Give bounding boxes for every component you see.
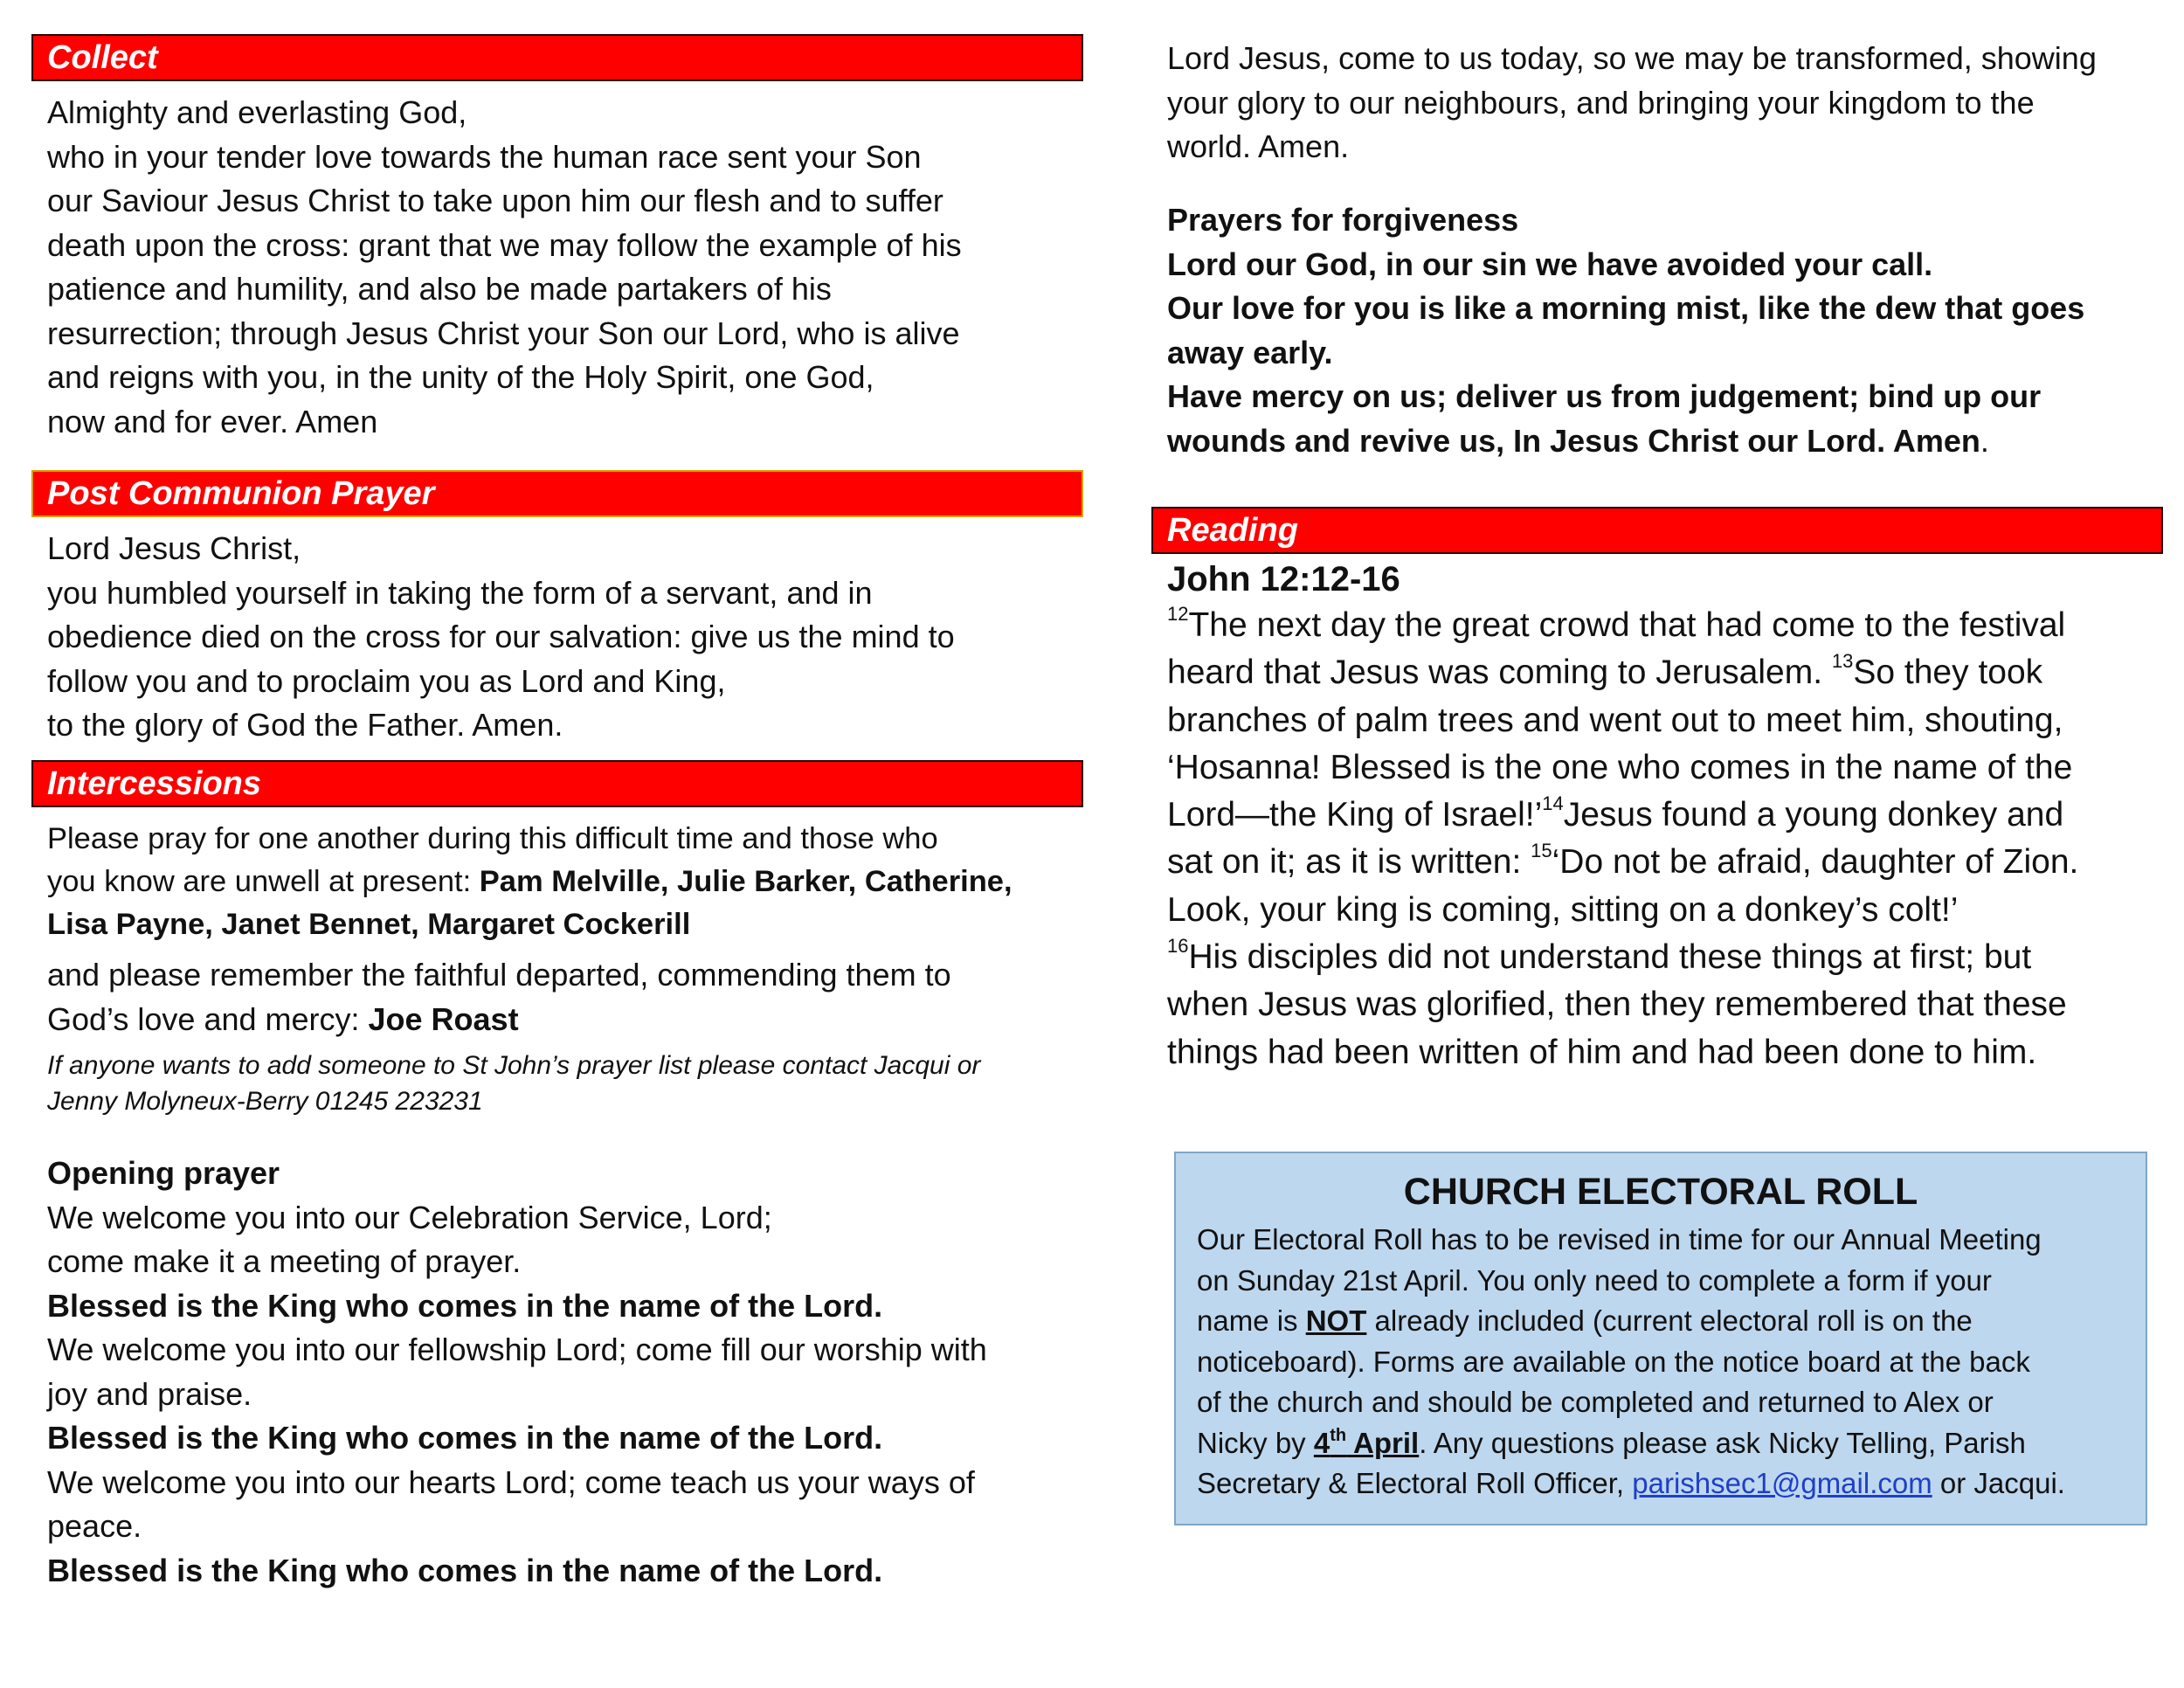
electoral-roll-box <box>1174 1152 2147 1525</box>
opening-response: Blessed is the King who comes in the name of the Lord. <box>47 1552 883 1588</box>
roll-line: on Sunday 21st April. You only need to complete a form if your <box>1197 1263 1992 1297</box>
forgiveness-period: . <box>1980 422 1989 459</box>
reading-line: things had been written of him and had been done to him. <box>1167 1033 2037 1071</box>
intercessions-heading: Intercessions <box>31 760 1083 807</box>
forgiveness-last: wounds and revive us, In Jesus Christ our Lord. Amen <box>1167 422 1980 459</box>
reading-line: Look, your king is coming, sitting on a donkey’s colt!’ <box>1167 890 1959 929</box>
reading-line: Lord—the King of Israel!’$^{14}$Jesus found a young donkey and <box>1167 792 2064 834</box>
opening-line: joy and praise. <box>47 1375 252 1412</box>
post-communion-text <box>47 527 1087 748</box>
roll-line: Secretary & Electoral Roll Officer, parishsec1@gmail.com or Jacqui. <box>1197 1467 2065 1499</box>
collect-line: and reigns with you, in the unity of the Holy Spirit, one God, <box>47 359 874 395</box>
post-communion-line: follow you and to proclaim you as Lord and King, <box>47 662 726 699</box>
reading-line: $^{16}$His disciples did not understand these things at first; but <box>1167 935 2032 977</box>
roll-line: noticeboard). Forms are available on the notice board at the back <box>1197 1345 2030 1378</box>
forgiveness-line: Lord our God, in our sin we have avoided your call. <box>1167 246 1933 282</box>
collect-line: Almighty and everlasting God, <box>47 94 467 130</box>
parish-secretary-email-link[interactable]: parishsec1@gmail.com <box>1632 1467 1932 1499</box>
roll-line: of the church and should be completed and returned to Alex or <box>1197 1386 1994 1418</box>
collect-text <box>47 91 1087 444</box>
collect-line: resurrection; through Jesus Christ your Son our Lord, who is alive <box>47 315 960 351</box>
collect-line: patience and humility, and also be made partakers of his <box>47 271 832 307</box>
reading-line: ‘Hosanna! Blessed is the one who comes in the name of the <box>1167 748 2073 786</box>
intercessions-prefix: you know are unwell at present: <box>47 865 480 898</box>
forgiveness-heading: Prayers for forgiveness <box>1167 202 1519 238</box>
closing-prayer <box>1167 37 2172 169</box>
forgiveness-line: Have mercy on us; deliver us from judgement; bind up our <box>1167 378 2042 414</box>
reading-line: when Jesus was glorified, then they remembered that these <box>1167 986 2067 1024</box>
opening-line: peace. <box>47 1508 142 1544</box>
note-line: If anyone wants to add someone to St John’s prayer list please contact Jacqui or <box>47 1051 981 1080</box>
reading-line: branches of palm trees and went out to meet him, shouting, <box>1167 701 2063 739</box>
roll-line: Our Electoral Roll has to be revised in time for our Annual Meeting <box>1197 1223 2042 1256</box>
opening-line: We welcome you into our fellowship Lord; come fill our worship with <box>47 1332 987 1367</box>
unwell-names-continued: Lisa Payne, Janet Bennet, Margaret Cockerill <box>47 908 691 941</box>
opening-response: Blessed is the King who comes in the name of the Lord. <box>47 1287 883 1324</box>
unwell-names: Pam Melville, Julie Barker, Catherine, <box>479 865 1013 898</box>
forgiveness-line: away early. <box>1167 334 1333 370</box>
collect-line: death upon the cross: grant that we may follow the example of his <box>47 226 962 263</box>
departed-name: Joe Roast <box>368 1000 519 1037</box>
reading-reference: John 12:12-16 <box>1167 560 1400 598</box>
departed-text <box>47 953 1095 1041</box>
roll-line: Nicky by 4th April. Any questions please ask Nicky Telling, Parish <box>1197 1425 2026 1459</box>
opening-prayer-heading: Opening prayer <box>47 1155 280 1191</box>
opening-line: We welcome you into our Celebration Service, Lord; <box>47 1199 772 1235</box>
post-communion-line: Lord Jesus Christ, <box>47 530 301 566</box>
forgiveness-prayer <box>1167 198 2172 463</box>
verse-number: 13 <box>1831 650 1854 673</box>
reading-line: sat on it; as it is written: $^{15}$‘Do not be afraid, daughter of Zion. <box>1167 840 2079 882</box>
departed-line: and please remember the faithful departed, commending them to <box>47 957 951 993</box>
opening-prayer <box>47 1152 1095 1593</box>
reading-text <box>1167 557 2172 1076</box>
post-communion-line: to the glory of God the Father. Amen. <box>47 707 563 743</box>
intercessions-text <box>47 818 1095 946</box>
intercessions-line: Please pray for one another during this difficult time and those who <box>47 822 938 855</box>
closing-line: your glory to our neighbours, and bringing your kingdom to the <box>1167 84 2035 121</box>
electoral-roll-text <box>1197 1220 2125 1505</box>
collect-line: who in your tender love towards the human race sent your Son <box>47 138 922 175</box>
post-communion-line: obedience died on the cross for our salvation: give us the mind to <box>47 619 955 654</box>
reading-heading: Reading <box>1151 507 2163 554</box>
forgiveness-line <box>1167 419 2172 464</box>
not-emphasis: NOT <box>1305 1304 1367 1337</box>
opening-response: Blessed is the King who comes in the name of the Lord. <box>47 1420 883 1456</box>
departed-prefix: God’s love and mercy: <box>47 1000 369 1037</box>
closing-line: world. Amen. <box>1167 128 1350 164</box>
note-line: Jenny Molyneux-Berry 01245 223231 <box>47 1087 483 1116</box>
roll-line: name is NOT already included (current electoral roll is on the <box>1197 1304 1973 1337</box>
opening-line: come make it a meeting of prayer. <box>47 1243 522 1279</box>
intercessions-line <box>47 861 1095 903</box>
deadline-date: 4th April <box>1313 1425 1420 1459</box>
collect-line: our Saviour Jesus Christ to take upon him our flesh and to suffer <box>47 183 943 218</box>
post-communion-line: you humbled yourself in taking the form of a servant, and in <box>47 574 873 611</box>
reading-line: $^{12}$The next day the great crowd that had come to the festival <box>1167 603 2066 644</box>
collect-line: now and for ever. Amen <box>47 403 378 439</box>
reading-line: heard that Jesus was coming to Jerusalem. $^{13}$So they took <box>1167 650 2043 692</box>
post-communion-heading: Post Communion Prayer <box>31 470 1083 517</box>
verse-number: 12 <box>1167 603 1189 625</box>
electoral-roll-title: CHURCH ELECTORAL ROLL <box>1403 1171 1918 1213</box>
verse-number: 15 <box>1531 840 1552 862</box>
closing-line: Lord Jesus, come to us today, so we may be transformed, showing <box>1167 40 2097 76</box>
verse-number: 16 <box>1167 935 1189 958</box>
forgiveness-line: Our love for you is like a morning mist, like the dew that goes <box>1167 290 2085 326</box>
verse-number: 14 <box>1542 792 1564 815</box>
prayer-list-note <box>47 1048 1095 1119</box>
departed-line <box>47 998 1095 1042</box>
opening-line: We welcome you into our hearts Lord; come teach us your ways of <box>47 1463 975 1500</box>
collect-heading: Collect <box>31 34 1083 81</box>
